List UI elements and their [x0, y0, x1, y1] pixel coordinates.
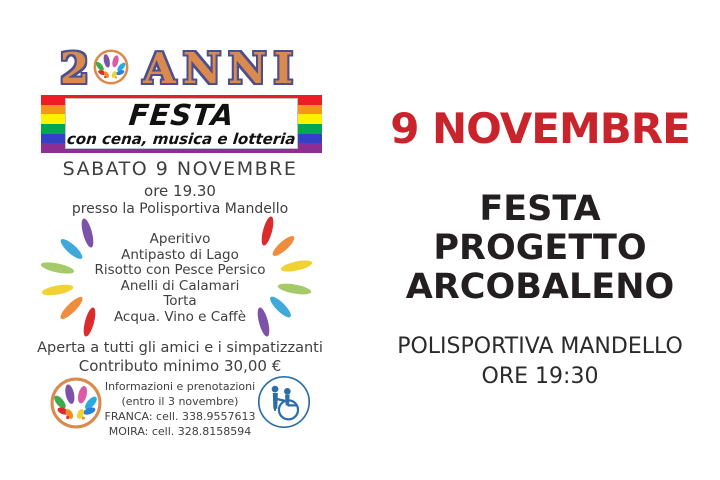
- anniversary-header: [0, 44, 360, 93]
- wheelchair-logo-icon: [256, 374, 312, 434]
- info-deadline-line: (entro il 3 novembre): [121, 395, 239, 408]
- event-title: [360, 190, 720, 307]
- event-when-block: [0, 158, 360, 218]
- event-venue-line: presso la Polisportiva Mandello: [71, 201, 289, 217]
- menu-item: Acqua. Vino e Caffè: [113, 308, 247, 325]
- contact-moira-line: MOIRA: cell. 328.8158594: [108, 425, 252, 438]
- contribution-line: Contributo minimo 30,00 €: [78, 357, 282, 375]
- festa-title: FESTA: [126, 97, 237, 132]
- open-to-all-line: Aperta a tutti gli amici e i simpatizzanti: [37, 340, 323, 356]
- right-panel: [360, 0, 720, 480]
- event-time: ORE 19:30: [481, 364, 599, 389]
- contact-info-block: [100, 379, 260, 439]
- rainbow-banner: [41, 95, 322, 153]
- venue-name: POLISPORTIVA MANDELLO: [397, 334, 683, 359]
- contact-franca-line: FRANCA: cell. 338.9557613: [104, 410, 256, 423]
- menu-item: Aperitivo: [149, 231, 211, 247]
- anniversary-label: ANNI: [143, 44, 301, 93]
- menu-item: Antipasto di Lago: [121, 246, 239, 263]
- event-title-line: FESTA: [479, 189, 601, 229]
- anniversary-number: 2: [59, 44, 90, 93]
- event-title-line: PROGETTO: [433, 228, 647, 268]
- event-date-line: SABATO 9 NOVEMBRE: [62, 158, 298, 180]
- menu-item: Torta: [163, 293, 197, 309]
- menu-list: [0, 232, 360, 325]
- menu-item: Anelli di Calamari: [120, 277, 240, 294]
- menu-item: Risotto con Pesce Persico: [94, 262, 266, 278]
- arcobaleno-mini-logo-icon: [93, 49, 129, 89]
- arcobaleno-logo-icon: [50, 377, 102, 433]
- event-time-line: ore 19.30: [144, 182, 216, 200]
- info-line: Informazioni e prenotazioni: [104, 380, 256, 393]
- festa-subtitle: con cena, musica e lotteria: [66, 129, 297, 148]
- event-title-line: ARCOBALENO: [405, 267, 675, 307]
- banner-white-box: [65, 98, 298, 149]
- event-date-heading: 9 NOVEMBRE: [390, 104, 690, 153]
- participation-block: [0, 340, 360, 375]
